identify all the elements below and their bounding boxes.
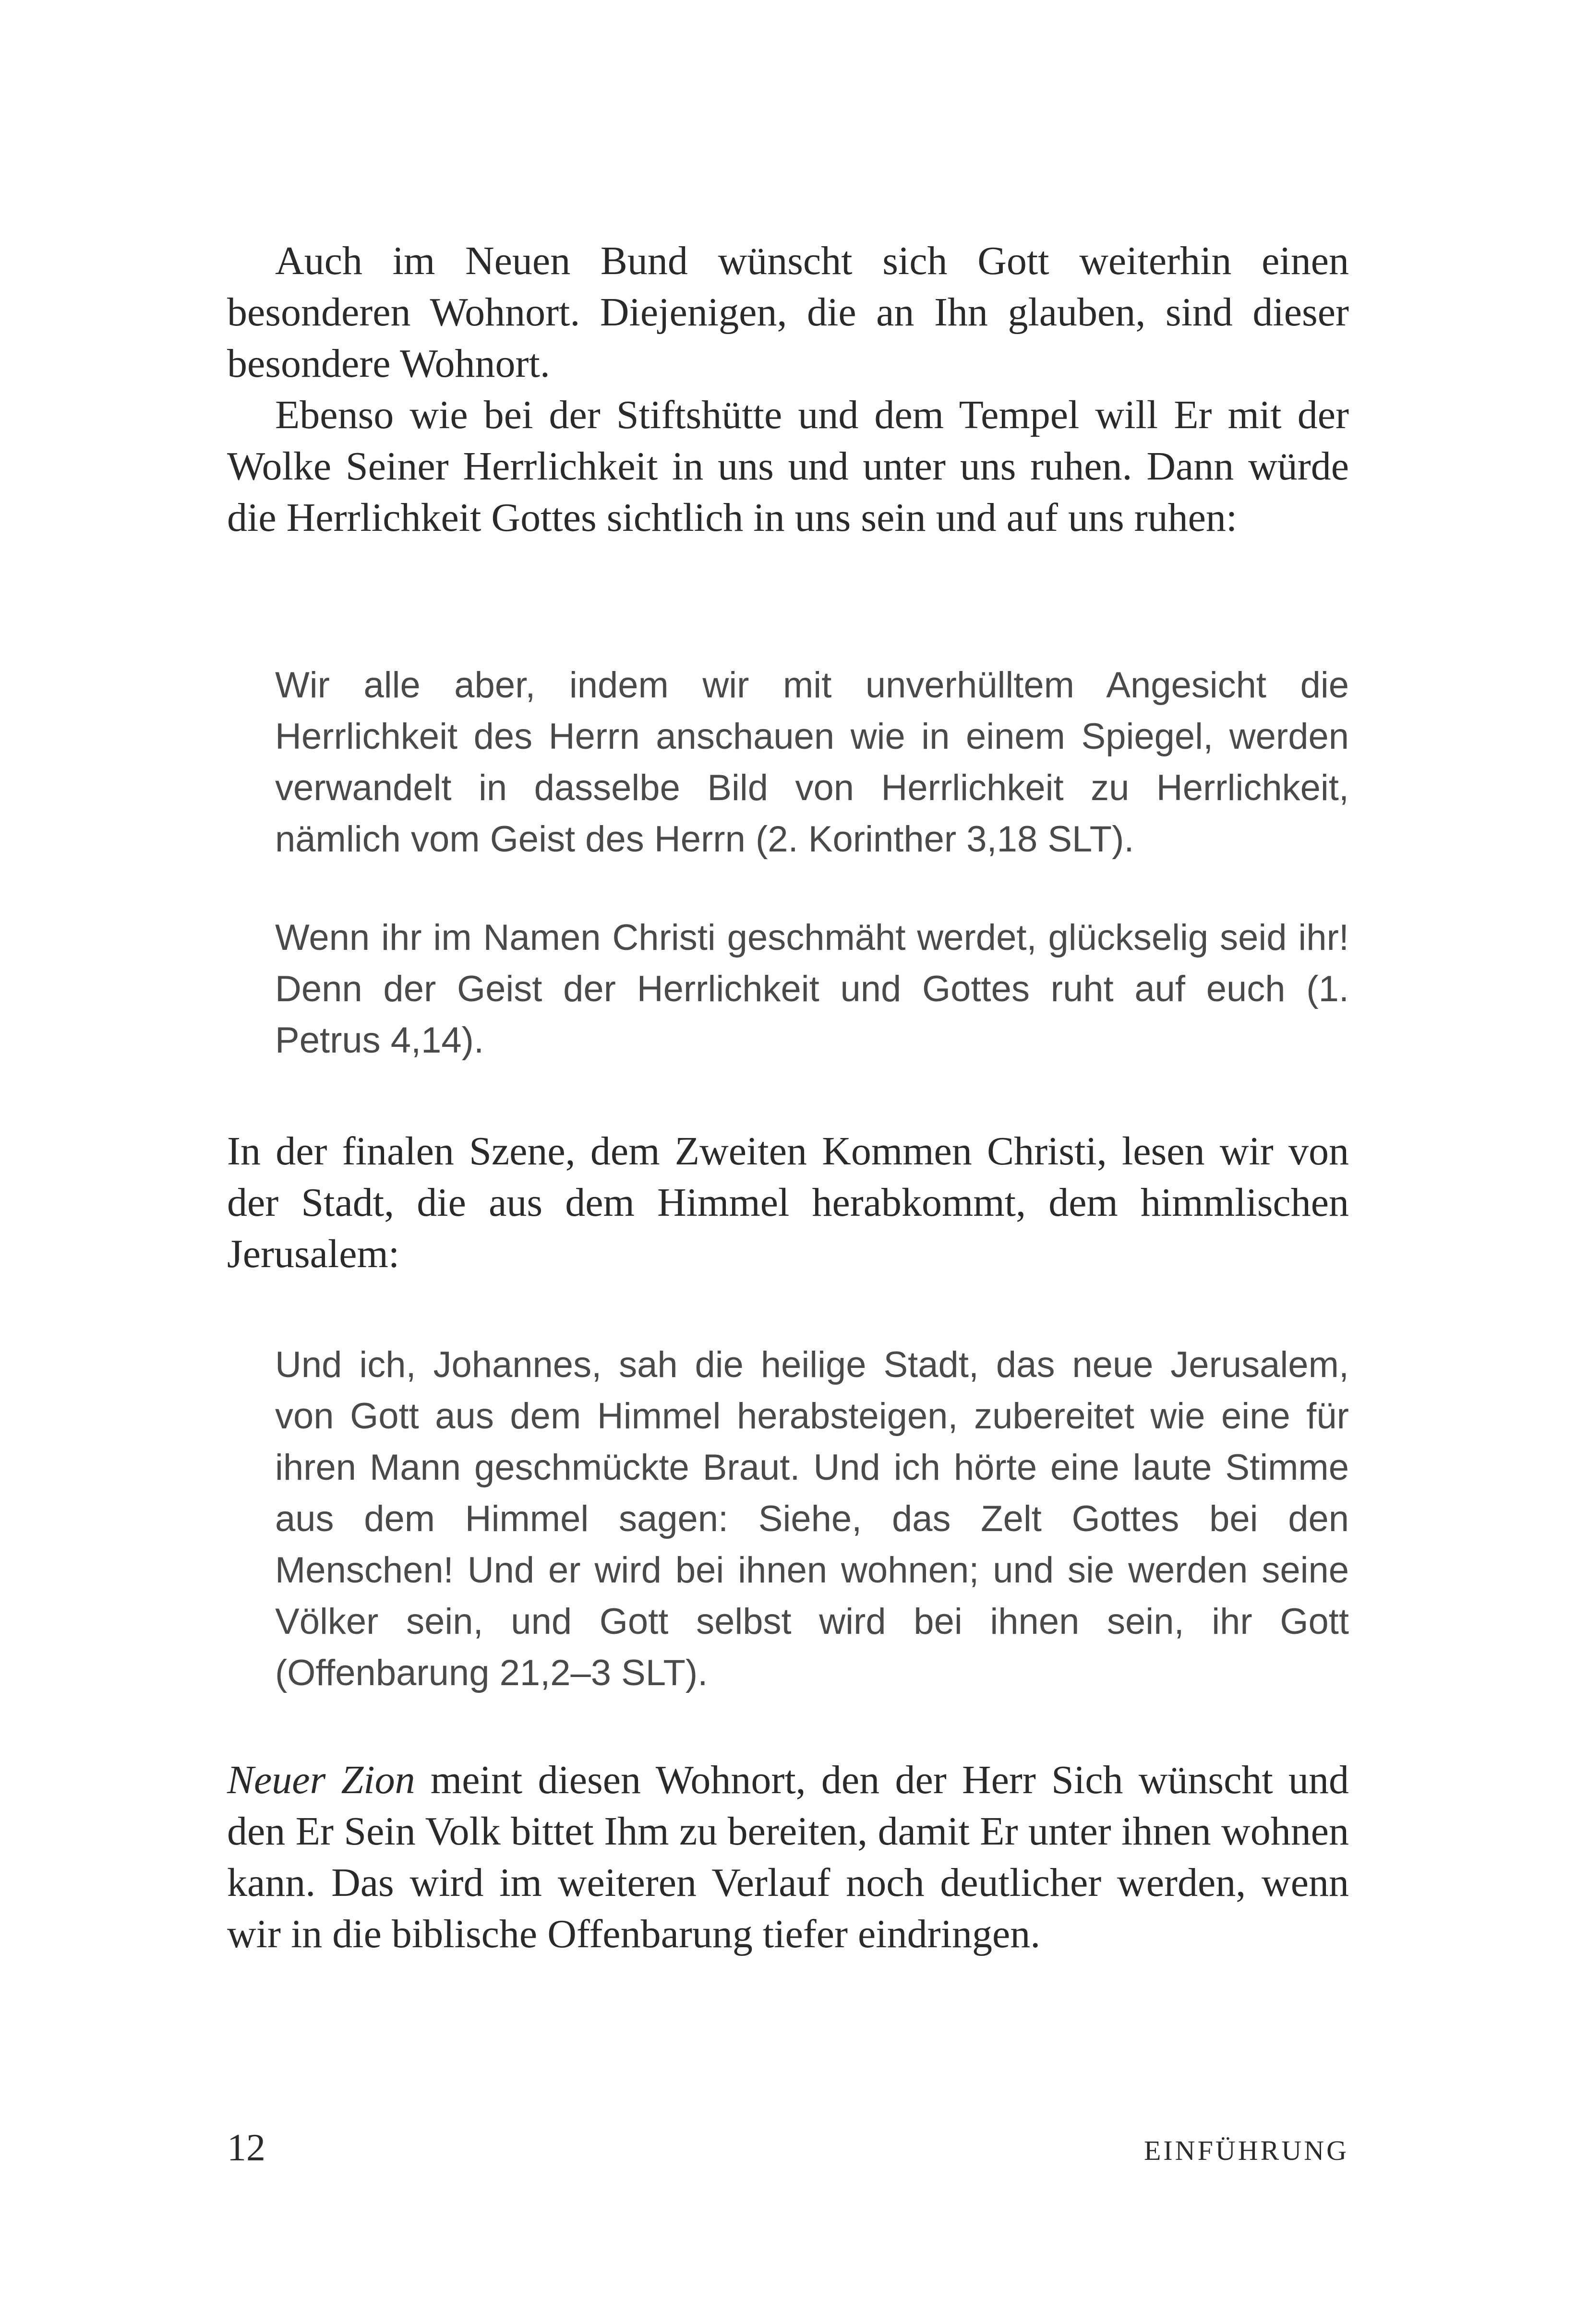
paragraph-3-block: [227, 1126, 1349, 1280]
quote-korinther: [275, 659, 1349, 865]
chapter-title: EINFÜHRUNG: [1144, 2135, 1349, 2166]
quote-3: Und ich, Johannes, sah die heilige Stadt, das neue Jerusalem, von Gott aus dem Himmel herabsteigen, zubereitet wie eine für ihren Mann geschmückte Braut. Und ich hörte eine laute Stimme aus dem Himmel sagen: Siehe, das Zelt Gottes bei den Menschen! Und er wird bei ihnen wohnen; und sie werden seine Völker sein, und Gott selbst wird bei ihnen sein, ihr Gott (Offenbarung 21,2–3 SLT).: [275, 1344, 1349, 1693]
paragraph-4-text: meint diesen Wohnort, den der Herr Sich wünscht und den Er Sein Volk bittet Ihm zu bereiten, damit Er unter ihnen wohnen kann. Das wird im weiteren Verlauf noch deutlicher werden, wenn wir in die biblische Offenbarung tiefer eindringen.: [227, 1758, 1349, 1956]
intro-paragraphs: [227, 235, 1349, 543]
page-number: 12: [227, 2127, 265, 2169]
paragraph-4: [227, 1754, 1349, 1960]
quote-offenbarung: [275, 1339, 1349, 1699]
paragraph-4-block: [227, 1754, 1349, 1960]
paragraph-2: Ebenso wie bei der Stiftshütte und dem Tempel will Er mit der Wolke Seiner Herrlichkeit in uns und unter uns ruhen. Dann würde die Herrlichkeit Gottes sichtlich in uns sein und auf uns ruhen:: [227, 393, 1349, 540]
paragraph-1: Auch im Neuen Bund wünscht sich Gott weiterhin einen besonderen Wohnort. Diejenigen, die an Ihn glauben, sind dieser besondere Wohnort.: [227, 239, 1349, 386]
neuer-zion-emphasis: Neuer Zion: [227, 1758, 415, 1802]
quote-2: Wenn ihr im Namen Christi geschmäht werdet, glückselig seid ihr! Denn der Geist der Herrlichkeit und Gottes ruht auf euch (1. Petrus 4,14).: [275, 917, 1349, 1061]
quote-petrus: [275, 912, 1349, 1066]
paragraph-3: In der finalen Szene, dem Zweiten Kommen Christi, lesen wir von der Stadt, die aus dem Himmel herabkommt, dem himmlischen Jerusalem:: [227, 1129, 1349, 1276]
quote-1: Wir alle aber, indem wir mit unverhülltem Angesicht die Herrlichkeit des Herrn anschauen wie in einem Spiegel, werden verwandelt in dasselbe Bild von Herrlichkeit zu Herrlichkeit, nämlich vom Geist des Herrn (2. Korinther 3,18 SLT).: [275, 665, 1349, 860]
